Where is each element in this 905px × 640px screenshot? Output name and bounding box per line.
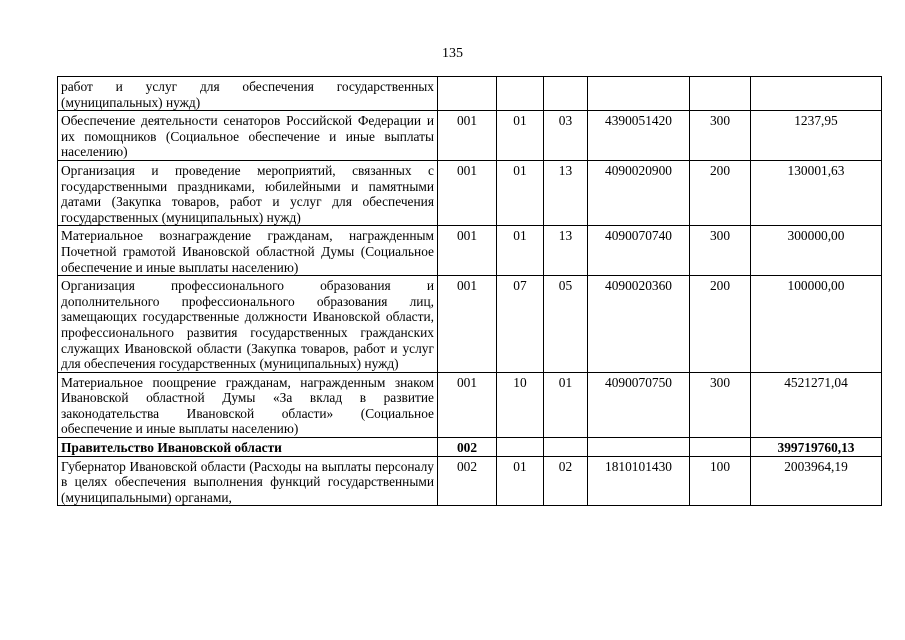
target-item-code-cell: 4090020900 bbox=[588, 160, 690, 225]
expense-type-code-cell: 100 bbox=[690, 456, 751, 506]
amount-cell: 130001,63 bbox=[751, 160, 882, 225]
section-code-cell: 07 bbox=[497, 276, 544, 373]
subsection-code-cell bbox=[544, 438, 588, 457]
target-item-code-cell: 1810101430 bbox=[588, 456, 690, 506]
expense-type-code-cell bbox=[690, 438, 751, 457]
amount-cell: 1237,95 bbox=[751, 111, 882, 161]
amount-cell: 2003964,19 bbox=[751, 456, 882, 506]
expense-type-code-cell: 200 bbox=[690, 276, 751, 373]
description-cell: работ и услуг для обеспечения государственных (муниципальных) нужд) bbox=[58, 77, 438, 111]
description-cell: Материальное поощрение гражданам, награжденным знаком Ивановской областной Думы «За вклад в развитие законодательства Ивановской области» (Социальное обеспечение и иные выплаты населению) bbox=[58, 372, 438, 437]
description-cell: Организация и проведение мероприятий, связанных с государственными праздниками, юбилейными и памятными датами (Закупка товаров, работ и услуг для обеспечения государственных (муниципальных) нужд) bbox=[58, 160, 438, 225]
amount-cell bbox=[751, 77, 882, 111]
table-row bbox=[58, 456, 882, 506]
subsection-code-cell: 13 bbox=[544, 160, 588, 225]
target-item-code-cell: 4090070740 bbox=[588, 226, 690, 276]
subsection-code-cell: 05 bbox=[544, 276, 588, 373]
description-cell: Организация профессионального образования и дополнительного профессионального образования лиц, замещающих государственные должности Ивановской области, профессионального развития государственных гражданских служащих Ивановской области (Закупка товаров, работ и услуг для обеспечения государственных (муниципальных) нужд) bbox=[58, 276, 438, 373]
description-cell: Обеспечение деятельности сенаторов Российской Федерации и их помощников (Социальное обеспечение и иные выплаты населению) bbox=[58, 111, 438, 161]
amount-cell: 300000,00 bbox=[751, 226, 882, 276]
ministry-code-cell: 002 bbox=[438, 438, 497, 457]
section-code-cell: 01 bbox=[497, 160, 544, 225]
description-cell: Губернатор Ивановской области (Расходы на выплаты персоналу в целях обеспечения выполнения функций государственными (муниципальными) органами, bbox=[58, 456, 438, 506]
ministry-code-cell: 002 bbox=[438, 456, 497, 506]
target-item-code-cell: 4390051420 bbox=[588, 111, 690, 161]
ministry-code-cell: 001 bbox=[438, 276, 497, 373]
target-item-code-cell: 4090070750 bbox=[588, 372, 690, 437]
table-row bbox=[58, 160, 882, 225]
table-row bbox=[58, 276, 882, 373]
page-number: 135 bbox=[442, 46, 463, 61]
expense-type-code-cell: 300 bbox=[690, 111, 751, 161]
subsection-code-cell: 03 bbox=[544, 111, 588, 161]
subsection-code-cell: 02 bbox=[544, 456, 588, 506]
target-item-code-cell bbox=[588, 438, 690, 457]
section-code-cell: 01 bbox=[497, 111, 544, 161]
amount-cell: 4521271,04 bbox=[751, 372, 882, 437]
section-code-cell: 01 bbox=[497, 226, 544, 276]
table-row bbox=[58, 111, 882, 161]
ministry-code-cell bbox=[438, 77, 497, 111]
section-code-cell: 01 bbox=[497, 456, 544, 506]
budget-table bbox=[57, 76, 882, 506]
amount-cell: 100000,00 bbox=[751, 276, 882, 373]
table-row bbox=[58, 438, 882, 457]
description-cell: Материальное вознаграждение гражданам, награжденным Почетной грамотой Ивановской областной Думы (Социальное обеспечение и иные выплаты населению) bbox=[58, 226, 438, 276]
expense-type-code-cell: 200 bbox=[690, 160, 751, 225]
amount-cell: 399719760,13 bbox=[751, 438, 882, 457]
ministry-code-cell: 001 bbox=[438, 111, 497, 161]
expense-type-code-cell bbox=[690, 77, 751, 111]
target-item-code-cell: 4090020360 bbox=[588, 276, 690, 373]
expense-type-code-cell: 300 bbox=[690, 372, 751, 437]
subsection-code-cell: 13 bbox=[544, 226, 588, 276]
table-body bbox=[58, 77, 882, 506]
subsection-code-cell: 01 bbox=[544, 372, 588, 437]
section-code-cell: 10 bbox=[497, 372, 544, 437]
ministry-code-cell: 001 bbox=[438, 160, 497, 225]
subsection-code-cell bbox=[544, 77, 588, 111]
expense-type-code-cell: 300 bbox=[690, 226, 751, 276]
section-code-cell bbox=[497, 438, 544, 457]
target-item-code-cell bbox=[588, 77, 690, 111]
section-code-cell bbox=[497, 77, 544, 111]
ministry-code-cell: 001 bbox=[438, 372, 497, 437]
table-row bbox=[58, 226, 882, 276]
table-row bbox=[58, 372, 882, 437]
table-row bbox=[58, 77, 882, 111]
description-cell: Правительство Ивановской области bbox=[58, 438, 438, 457]
ministry-code-cell: 001 bbox=[438, 226, 497, 276]
